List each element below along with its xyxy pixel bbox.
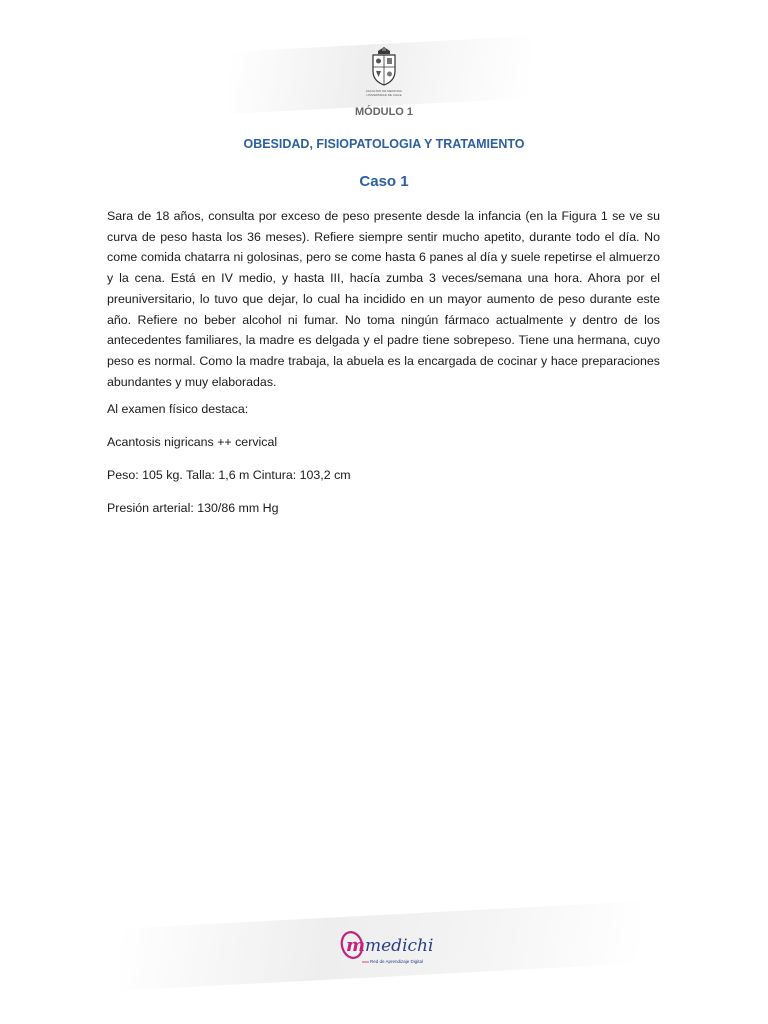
finding-blood-pressure: Presión arterial: 130/86 mm Hg [107,501,279,515]
exam-intro: Al examen físico destaca: [107,402,249,416]
crest-caption [354,89,414,97]
brand-text: medichi [365,936,434,956]
medichi-logo [340,925,440,973]
svg-text:m: m [346,935,366,956]
finding-anthropometry: Peso: 105 kg. Talla: 1,6 m Cintura: 103,2 cm [107,468,351,482]
university-crest-icon [369,47,399,89]
case-paragraph: Sara de 18 años, consulta por exceso de peso presente desde la infancia (en la Figura 1 se ve su curva de peso hasta los 36 meses). Refiere siempre sentir mucho apetito, durante todo el día. No come comida chatarra ni golosinas, pero se come hasta 6 panes al día y suele repetirse el almuerzo y la cena. Está en IV medio, y hasta III, hacía zumba 3 veces/semana una hora. Ahora por el preuniversitario, lo tuvo que dejar, lo cual ha incidido en un mayor aumento de peso durante este año. Refiere no beber alcohol ni fumar. No toma ningún fármaco actualmente y dentro de los antecedentes familiares, la madre es delgada y el padre tiene sobrepeso. Tiene una hermana, cuyo peso es normal. Como la madre trabaja, la abuela es la encargada de cocinar y hace preparaciones abundantes y muy elaboradas. [107,209,660,389]
document-title: OBESIDAD, FISIOPATOLOGIA Y TRATAMIENTO [243,137,525,151]
case-heading: Caso 1 [359,173,409,190]
finding-acanthosis: Acantosis nigricans ++ cervical [107,435,278,449]
module-label: MÓDULO 1 [354,106,414,118]
crest-caption-line-2: UNIVERSIDAD DE CHILE [366,93,402,97]
brand-tagline: Red de Aprendizaje Digital [370,959,424,964]
crest-caption-line-1: FACULTAD DE MEDICINA [366,89,402,93]
